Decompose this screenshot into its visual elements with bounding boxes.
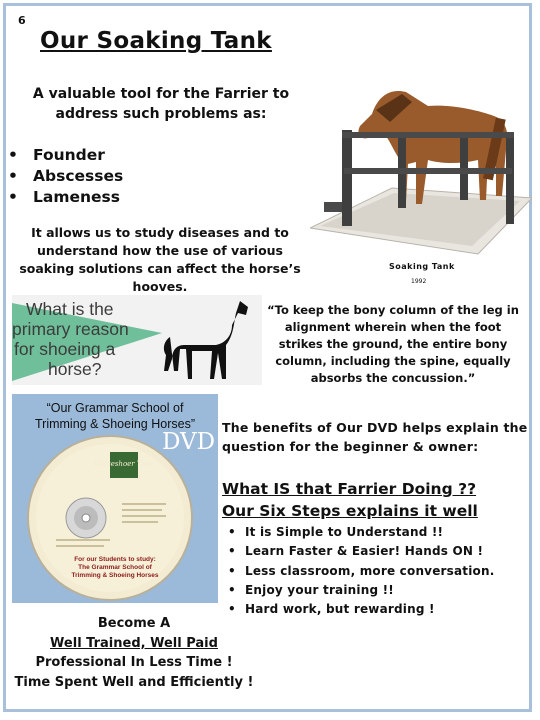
step-item: • Enjoy your training !! (228, 581, 495, 600)
problems-list (8, 145, 123, 208)
page-number: 6 (18, 14, 26, 27)
dvd-title-line-1: “Our Grammar School of (46, 401, 184, 415)
tank-year: 1992 (411, 278, 427, 285)
dvd-title-line-2: Trimming & Shoeing Horses” (34, 417, 195, 431)
question-line-1: What is the (26, 299, 114, 319)
step-item: • Less classroom, more conversation. (228, 562, 495, 581)
closing-text (0, 614, 268, 692)
quote-text: “To keep the bony column of the leg in alignment wherein when the foot strikes the ground, the entire bony column, including the spine, equally absorbs the concussion.” (267, 303, 519, 385)
question-graphic (12, 295, 262, 385)
step-item: • Hard work, but rewarding ! (228, 600, 495, 619)
intro-text: A valuable tool for the Farrier to address such problems as: (32, 86, 290, 122)
dvd-title (12, 400, 218, 432)
disc-subtitle: For our Students to study: The Grammar School of Trimming & Shoeing Horses (71, 556, 159, 579)
soaking-tank-photo (310, 76, 532, 256)
closing-line-3: Professional In Less Time ! (35, 655, 233, 670)
problem-item: • Abscesses (8, 166, 123, 187)
study-text: It allows us to study diseases and to understand how the use of various soaking solutions can affect the horse’s hooves. (19, 225, 301, 294)
page-title: Our Soaking Tank (40, 28, 272, 54)
problem-item: • Lameness (8, 187, 123, 208)
farrier-heading: What IS that Farrier Doing ?? (222, 480, 477, 498)
benefits-text: The benefits of Our DVD helps explain the question for the beginner & owner: (222, 420, 528, 454)
closing-line-2: Well Trained, Well Paid (50, 635, 218, 651)
dvd-disc-image (26, 434, 194, 602)
step-item: • Learn Faster & Easier! Hands ON ! (228, 542, 495, 561)
closing-line-4: Time Spent Well and Efficiently ! (14, 674, 254, 690)
question-line-4: horse? (48, 359, 102, 379)
question-line-3: for shoeing a (14, 339, 116, 359)
problem-item: • Founder (8, 145, 123, 166)
question-line-2: primary reason (12, 319, 129, 339)
tank-caption: Soaking Tank (389, 262, 455, 271)
closing-line-1: Become A (97, 616, 171, 631)
steps-list (228, 523, 495, 619)
dvd-panel (12, 394, 218, 603)
dvd-word: DVD (162, 429, 216, 455)
disc-label: Horseshoer Time (93, 460, 155, 468)
step-item: • It is Simple to Understand !! (228, 523, 495, 542)
steps-heading: Our Six Steps explains it well (222, 502, 478, 520)
